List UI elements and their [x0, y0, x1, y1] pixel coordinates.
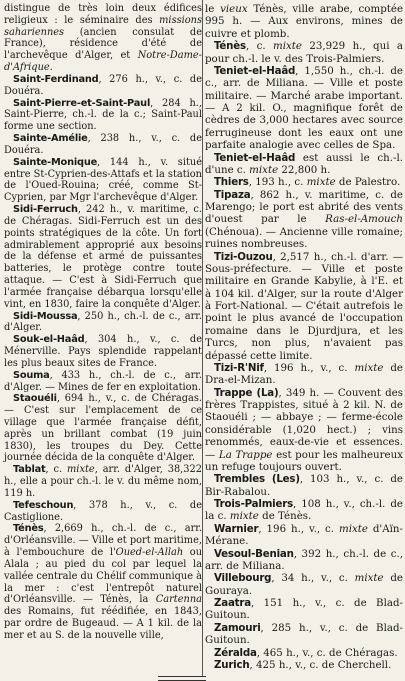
continued-paragraph [4, 3, 202, 74]
place-name: Tipaza [214, 188, 251, 201]
entry-text: , 465 h., v., c. de Chéragas. [256, 646, 398, 659]
gazetteer-entry [205, 659, 403, 671]
entry-text: d'Aïn-Mérane. [205, 522, 403, 548]
gazetteer-entry [4, 74, 202, 98]
entry-text: , 1,550 h., ch.-l. de c., arr. de Miliana. — Ville et poste militaire. — Marché arabe important. — A 2 kil. O., magnifique forêt de cèdres de 3,000 hectares avec source ferrugineuse dont les eaux ont une parfaite analogie avec celles de Spa. [205, 64, 403, 152]
left-column [4, 3, 202, 642]
gazetteer-entry [205, 548, 403, 573]
entry-text: (ancien consulat de France), résidence d'été de l'archevêque d'Alger, et [4, 26, 202, 62]
entry-text: des Romains, fut réédifiée, en 1843, par ordre de Bugeaud. — A 1 kil. de la mer et au S. de la nouvelle ville, [4, 606, 202, 641]
entry-text: , 193 h., c. [248, 176, 307, 189]
bottom-rule-ornament [158, 676, 206, 681]
place-name: Thiers [214, 176, 249, 189]
entry-text: , 276 h., v., c. de Douéra. [4, 73, 202, 97]
gazetteer-entry [205, 498, 403, 523]
gazetteer-entry [4, 393, 202, 464]
gazetteer-entry [205, 40, 403, 65]
entry-text: 23,929 h., qui a pour ch.-l. le v. des Trois-Palmiers. [205, 40, 403, 65]
gazetteer-entry [205, 176, 403, 188]
place-name: Tizi-R'Nif [214, 361, 264, 374]
entry-text: de Palestro. [335, 176, 401, 189]
place-name: Sidi-Ferruch [13, 204, 78, 216]
gazetteer-entry [205, 572, 403, 597]
place-name: Zamouri [214, 621, 261, 634]
italic-text: mixte [354, 572, 384, 585]
italic-text: Notre-Dame-d'Afrique. [4, 50, 202, 74]
gazetteer-entry [4, 334, 202, 369]
place-name: Saint-Pierre-et-Saint-Paul [13, 97, 151, 109]
entry-text: est aussi le ch.-l. d'une c. [205, 151, 403, 176]
entry-text: (Chénoua). — Ancienne ville romaine; ruines nombreuses. [205, 225, 403, 251]
italic-text: Ras-el-Amouch [325, 213, 403, 226]
italic-text: mixte [272, 40, 302, 53]
italic-text: mixte [249, 163, 279, 176]
place-name: Zéralda [214, 646, 257, 659]
entry-text: , c. [245, 40, 273, 53]
entry-text: est pour les malheureux un refuge toujours ouvert. [205, 448, 404, 473]
gazetteer-entry [4, 500, 202, 524]
entry-text: , 238 h., v., c. de Douéra. [4, 133, 202, 156]
gazetteer-entry [205, 387, 403, 474]
italic-text: vieux [220, 3, 248, 15]
entry-text: de Dra-el-Mizan. [205, 361, 404, 387]
gazetteer-entry [4, 311, 202, 335]
entry-text: , 862 h., v. maritime, c. de Marengo; le port est abrité des vents d'ouest par le [205, 188, 403, 226]
place-name: Trappe (La) [214, 386, 279, 399]
gazetteer-entry [4, 370, 202, 394]
gazetteer-entry [4, 464, 202, 499]
entry-text: distingue de très loin deux édifices religieux : le séminaire des [4, 3, 202, 26]
italic-text: La Trappe [218, 448, 273, 461]
place-name: Warnier [214, 522, 259, 535]
gazetteer-entry [4, 98, 202, 133]
entry-text: , c. [45, 464, 68, 476]
gazetteer-entry [205, 622, 403, 647]
entry-text: , 284 h., Saint-Pierre, ch.-l. de la c.; Saint-Paul forme une section. [4, 97, 202, 133]
entry-text: de Ténès. [258, 510, 312, 523]
entry-text: , 2,517 h., ch.-l. d'arr. — Sous-préfecture. — Ville et poste militaire en Grande Kabylie, à l'E. et à 104 kil. d'Alger, sur la route d'Alger à Fort-National. — C'était autrefois le point le plus avancé de l'occupation romaine dans le Djurdjura, et les Turcs, non plus, n'avaient pas dépassé cette limite. [205, 250, 403, 362]
entry-text: , 285 h., v., c. de Blad-Guitoun. [205, 621, 403, 647]
entry-text: 22,800 h. [278, 163, 331, 176]
italic-text: mixte [354, 361, 384, 374]
place-name: Teniet-el-Haâd [214, 151, 296, 164]
place-name: Sainte-Amélie [13, 133, 88, 145]
gazetteer-entry [205, 152, 403, 177]
italic-text: Cartenna [155, 594, 202, 606]
place-name: Sainte-Monique [13, 156, 98, 168]
entry-text: , 304 h., v., c. de Ménerville. Pays splendide rappelant les plus beaux sites de France. [4, 334, 202, 369]
gazetteer-entry [205, 362, 403, 387]
place-name: Villebourg [214, 572, 272, 585]
entry-text: , 349 h. — Couvent des frères Trappistes, situé à 2 kil. N. de Staouéli ; — abbaye ; — ferme-école considérable (1,020 hect.) ; vins renommés, eaux-de-vie et essences. — [205, 386, 403, 461]
gazetteer-entry [205, 189, 403, 251]
gazetteer-entry [205, 65, 403, 152]
gazetteer-entry [4, 157, 202, 204]
gazetteer-entry [205, 647, 403, 659]
place-name: Souma [13, 369, 50, 381]
entry-text: , 694 h., v., c. de Chéragas. — C'est sur l'emplacement de ce village que l'armée française défit, après un brillant combat (19 juin 1830), les troupes du Dey. Cette journée décida de la conquête d'Alger. [4, 393, 202, 464]
place-name: Tefeschoun [13, 499, 74, 511]
italic-text: mixte [338, 522, 368, 535]
place-name: Vesoul-Benian [214, 547, 294, 560]
gazetteer-entry [4, 204, 202, 310]
entry-text: , 425 h., v., c. de Cherchell. [249, 658, 392, 671]
entry-text: de Gouraya. [205, 572, 403, 597]
entry-text: , arr. d'Alger, 38,322 h., elle a pour ch.-l. le v. du même nom, 119 h. [4, 464, 202, 499]
italic-text: missions sahariennes [4, 14, 202, 38]
entry-text: ou Alala ; au pied du col par lequel la vallée centrale du Chélif communique à la mer : c'est l'entrepôt naturel d'Orléansville. — Ténès, la [4, 547, 202, 606]
entry-text: , 151 h., v., c. de Blad-Guitoun. [205, 597, 403, 622]
gazetteer-entry [205, 473, 403, 498]
gazetteer-entry [4, 133, 202, 157]
entry-text: , 34 h., v., c. [271, 572, 355, 585]
entry-text: , 196 h., v., c. [263, 361, 355, 374]
place-name: Zurich [214, 658, 250, 671]
italic-text: mixte [229, 510, 259, 523]
place-name: Staouéli [13, 393, 57, 405]
gazetteer-entry [205, 597, 403, 622]
place-name: Sidi-Moussa [13, 310, 78, 322]
italic-text: mixte [306, 176, 336, 189]
column-divider [202, 0, 203, 676]
entry-text: , 103 h., v., c. de Bir-Rabalou. [205, 473, 403, 498]
entry-text: , 378 h., v., c. de Castiglione. [4, 499, 202, 523]
place-name: Zaatra [214, 597, 251, 609]
place-name: Trois-Palmiers [214, 498, 293, 510]
entry-text: , 196 h., v., c. [258, 522, 339, 535]
entry-text: , 242 h., v. maritime, c. de Chéragas. Sidi-Ferruch est un des points stratégiques de la côte. Un fort admirablement approprié aux besoins de la défense et armé de puissantes batteries, le protège contre toute attaque. — C'est à Sidi-Ferruch que l'armée française débarqua lorsqu'elle vint, en 1830, faire la conquête d'Alger. [4, 204, 202, 310]
entry-text: , 433 h., ch.-l. de c., arr. d'Alger. — Mines de fer en exploitation. [4, 369, 202, 393]
right-column [205, 3, 403, 671]
place-name: Souk-el-Haâd [13, 334, 85, 346]
place-name: Ténès [13, 523, 44, 535]
entry-text: , 108 h., v., ch.-l. de la c. [205, 498, 403, 523]
italic-text: mixte [67, 464, 95, 476]
entry-text: , 2,669 h., ch.-l. de c., arr. d'Orléansville. — Ville et port maritime, à l'embouchure de l' [4, 523, 202, 559]
place-name: Teniet-el-Haâd [214, 64, 296, 77]
continued-paragraph [205, 3, 403, 40]
gazetteer-entry [205, 523, 403, 548]
place-name: Trembles (Les) [214, 473, 300, 486]
gazetteer-entry [205, 251, 403, 362]
place-name: Tizi-Ouzou [214, 250, 273, 263]
entry-text: , 250 h., ch.-l. de c., arr. d'Alger. [4, 310, 202, 334]
place-name: Saint-Ferdinand [13, 73, 99, 85]
entry-text: , 144 h., v. situé entre St-Cyprien-des-Attafs et la station de l'Oued-Rouina; créé, comme St-Cyprien, par Mgr l'archevêque d'Alger. [4, 156, 202, 204]
place-name: Ténès [214, 40, 246, 53]
gazetteer-entry [4, 523, 202, 641]
entry-text: le [205, 3, 221, 15]
place-name: Tablat [13, 464, 46, 476]
italic-text: Oued-el-Allah [115, 547, 184, 559]
entry-text: Ténès, ville arabe, comptée 995 h. — Aux environs, mines de cuivre et plomb. [205, 3, 404, 40]
entry-text: , 392 h., ch.-l. de c., arr. de Miliana. [205, 547, 403, 572]
